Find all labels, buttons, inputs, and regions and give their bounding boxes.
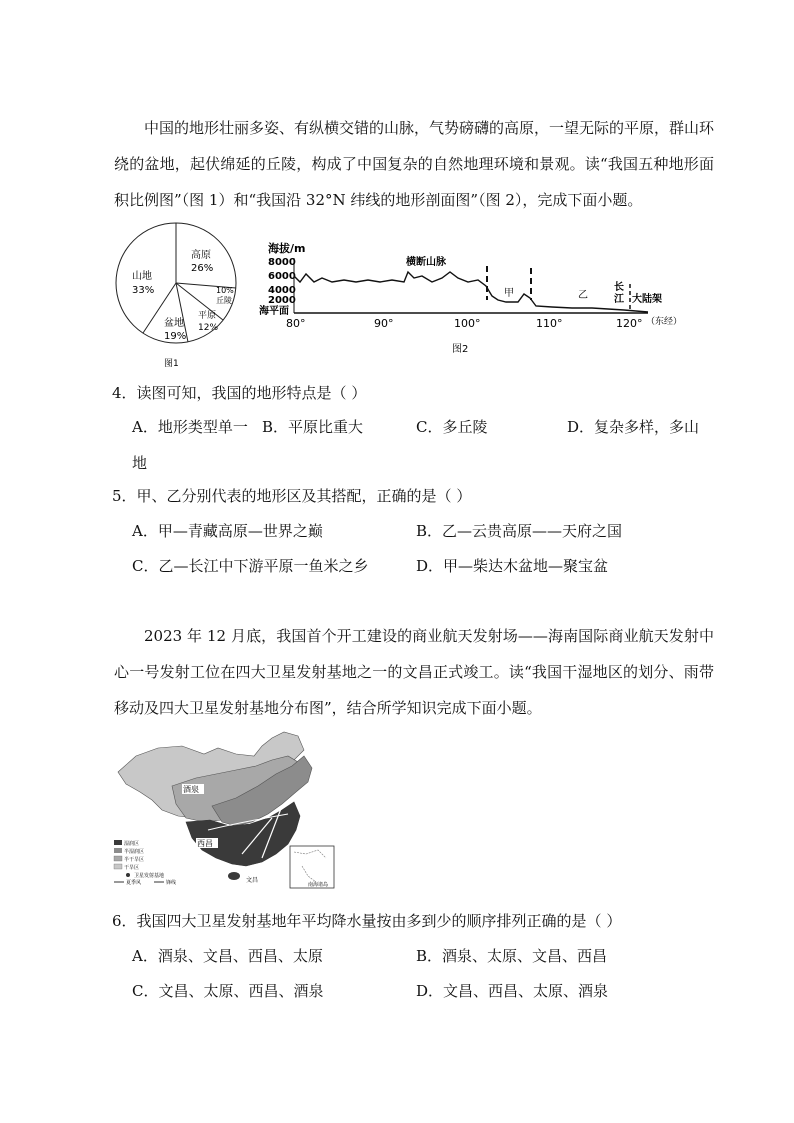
q5-option-a[interactable]: A．甲—青藏高原—世界之巅	[132, 522, 323, 540]
label-yangtze-2: 江	[614, 294, 624, 305]
figure-2-caption: 图2	[452, 344, 469, 355]
inset-label: 南海诸岛	[308, 882, 329, 888]
legend-semi-arid: 半干旱区	[124, 857, 145, 863]
legend-arid: 干旱区	[124, 865, 140, 871]
x-unit-label: （东经）	[646, 317, 683, 327]
slice-pct-mountain: 33%	[132, 285, 155, 296]
q6-option-a[interactable]: A．酒泉、文昌、西昌、太原	[132, 947, 323, 965]
ytick-2000: 2000	[268, 295, 296, 306]
passage-1-text: 中国的地形壮丽多姿、有纵横交错的山脉，气势磅礴的高原，一望无际的平原，群山环绕的盆地，起伏绵延的丘陵，构成了中国复杂的自然地理环境和景观。读“我国五种地形面积比例图”（图 1）和“我国沿 32°N 纬线的地形剖面图”（图 2），完成下面小题。	[114, 119, 715, 209]
legend-semi-humid: 半湿润区	[124, 849, 145, 855]
map-label-jiuquan: 酒泉	[183, 785, 199, 794]
q6-option-c[interactable]: C．文昌、太原、西昌、酒泉	[132, 982, 324, 1000]
q4-option-a[interactable]: A．地形类型单一	[132, 418, 248, 436]
q6-stem: 6．我国四大卫星发射基地年平均降水量按由多到少的顺序排列正确的是（ ）	[112, 912, 622, 930]
slice-pct-plain: 12%	[198, 323, 219, 333]
slice-pct-plateau: 26%	[191, 263, 214, 274]
xtick-120: 120°	[616, 317, 643, 330]
label-yangtze-1: 长	[614, 282, 624, 293]
q5-option-c[interactable]: C．乙—长江中下游平原一鱼米之乡	[132, 557, 369, 575]
ytick-4000: 4000	[268, 285, 296, 296]
xtick-100: 100°	[454, 317, 481, 330]
q4-option-c[interactable]: C．多丘陵	[416, 418, 488, 436]
passage-1	[114, 110, 714, 218]
legend-swatch-semi-arid	[114, 856, 122, 861]
passage-2-text: 2023 年 12 月底，我国首个开工建设的商业航天发射场——海南国际商业航天发射中心一号发射工位在四大卫星发射基地之一的文昌正式竣工。读“我国干湿地区的划分、雨带移动及四大卫星发射基地分布图”，结合所学知识完成下面小题。	[114, 627, 714, 717]
xtick-90: 90°	[374, 317, 394, 330]
ytick-6000: 6000	[268, 271, 296, 282]
label-yi: 乙	[578, 290, 588, 301]
china-dry-wet-map	[112, 726, 342, 892]
legend-swatch-launch-base	[126, 873, 130, 877]
q4-option-d[interactable]: D．复杂多样，多山	[567, 418, 700, 436]
label-hengduan: 横断山脉	[406, 257, 446, 268]
q5-stem: 5．甲、乙分别代表的地形区及其搭配，正确的是（ ）	[112, 487, 472, 505]
q4-stem: 4．读图可知，我国的地形特点是（ ）	[112, 384, 367, 402]
slice-label-mountain: 山地	[132, 271, 152, 282]
sea-level-label: 海平面	[259, 306, 289, 317]
slice-label-hills: 丘陵	[216, 296, 232, 305]
q4-option-b[interactable]: B．平原比重大	[262, 418, 364, 436]
passage-2	[114, 618, 714, 726]
legend-humid: 湿润区	[124, 841, 140, 847]
figure-1-caption: 图1	[164, 359, 179, 369]
legend-swatch-humid	[114, 840, 122, 845]
figure-2-terrain-profile	[256, 238, 716, 358]
terrain-line	[294, 272, 648, 312]
q5-option-d[interactable]: D．甲—柴达木盆地—聚宝盆	[416, 557, 609, 575]
q6-option-d[interactable]: D．文昌、西昌、太原、酒泉	[416, 982, 609, 1000]
legend-swatch-arid	[114, 864, 122, 869]
profile-ylabel: 海拔/m	[268, 242, 306, 255]
xtick-80: 80°	[286, 317, 306, 330]
map-hainan-island	[228, 872, 240, 880]
slice-pct-basin: 19%	[164, 331, 187, 342]
q4-option-d-wrap: 地	[132, 454, 148, 472]
figure-1-pie-chart	[112, 222, 242, 372]
q5-option-b[interactable]: B．乙—云贵高原——天府之国	[416, 522, 623, 540]
xtick-110: 110°	[536, 317, 563, 330]
ytick-8000: 8000	[268, 257, 296, 268]
map-label-xichang: 西昌	[197, 839, 213, 848]
legend-launch-base: 卫星发射基地	[134, 873, 165, 879]
label-jia: 甲	[504, 288, 514, 299]
legend-swatch-semi-humid	[114, 848, 122, 853]
q6-option-b[interactable]: B．酒泉、太原、文昌、西昌	[416, 947, 608, 965]
slice-label-plain: 平原	[198, 311, 217, 321]
slice-pct-hills: 10%	[216, 286, 234, 295]
map-label-wenchang: 文昌	[246, 877, 259, 884]
legend-monsoon: 夏季风	[126, 880, 142, 886]
slice-label-basin: 盆地	[164, 318, 184, 329]
legend-front: 锋线	[166, 880, 177, 886]
slice-label-plateau: 高原	[191, 250, 211, 261]
label-shelf: 大陆架	[632, 294, 662, 305]
